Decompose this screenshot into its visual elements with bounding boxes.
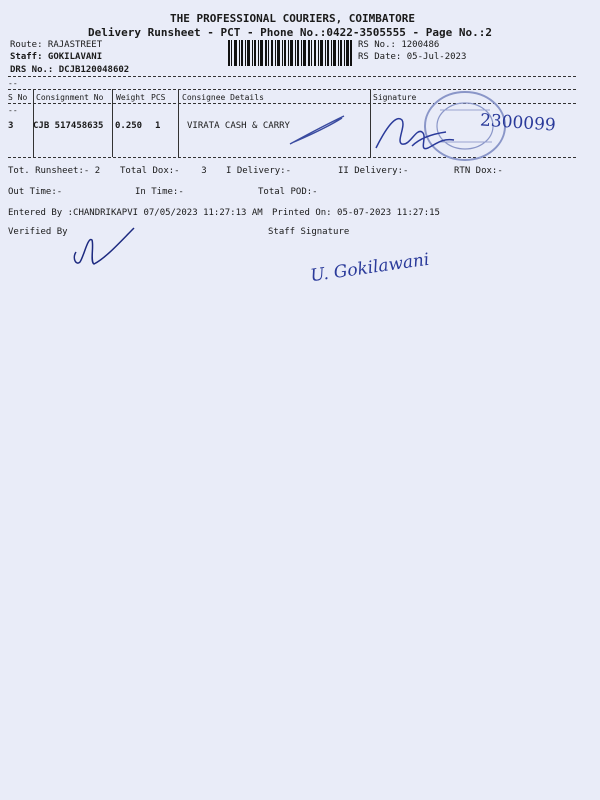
total-pod: Total POD:-	[258, 187, 318, 197]
staff-label: Staff: GOKILAVANI	[10, 52, 103, 62]
in-time: In Time:-	[135, 187, 184, 197]
rtn-dox: RTN Dox:-	[454, 166, 503, 176]
company-title: THE PROFESSIONAL COURIERS, COIMBATORE	[170, 12, 416, 25]
drs-number: DRS No.: DCJB120048602	[10, 65, 130, 75]
col-header-consignment: Consignment No	[36, 93, 104, 102]
printed-on: Printed On: 05-07-2023 11:27:15	[272, 208, 440, 218]
receiver-signature	[372, 108, 462, 158]
row-consignment-no: CJB 517458635	[33, 121, 104, 131]
divider-mark: --	[8, 79, 18, 88]
column-rule	[370, 89, 371, 157]
runsheet-subtitle: Delivery Runsheet - PCT - Phone No.:0422-3505555 - Page No.:2	[88, 26, 492, 39]
staff-signature-label: Staff Signature	[268, 227, 350, 237]
barcode	[228, 40, 352, 66]
i-delivery: I Delivery:-	[226, 166, 292, 176]
col-header-consignee: Consignee Details	[182, 93, 264, 102]
ii-delivery: II Delivery:-	[338, 166, 409, 176]
column-rule	[178, 89, 179, 157]
verifier-signature	[66, 222, 146, 272]
route-label: Route: RAJASTREET	[10, 40, 103, 50]
total-dox: Total Dox:- 3	[120, 166, 207, 176]
tot-runsheet: Tot. Runsheet:- 2	[8, 166, 101, 176]
out-time: Out Time:-	[8, 187, 63, 197]
col-header-pcs: PCS	[151, 93, 166, 102]
rs-number: RS No.: 1200486	[358, 40, 440, 50]
rs-date: RS Date: 05-Jul-2023	[358, 52, 467, 62]
pen-stroke	[288, 112, 348, 148]
divider-mark: --	[8, 106, 18, 115]
column-rule	[112, 89, 113, 157]
staff-signature: U. Gokilawani	[309, 249, 431, 287]
col-header-signature: Signature	[373, 93, 417, 102]
row-consignee: VIRATA CASH & CARRY	[187, 121, 290, 131]
row-pcs: 1	[155, 121, 161, 131]
col-header-weight: Weight	[116, 93, 145, 102]
row-weight: 0.250	[115, 121, 143, 131]
verified-by-label: Verified By	[8, 227, 68, 237]
barcode-graphic	[228, 40, 352, 66]
row-sno: 3	[8, 121, 14, 131]
col-header-sno: S No	[8, 93, 28, 102]
divider	[8, 76, 576, 77]
handwritten-number: 2300099	[479, 110, 557, 136]
entered-by: Entered By :CHANDRIKAPVI 07/05/2023 11:27:13 AM	[8, 208, 263, 218]
